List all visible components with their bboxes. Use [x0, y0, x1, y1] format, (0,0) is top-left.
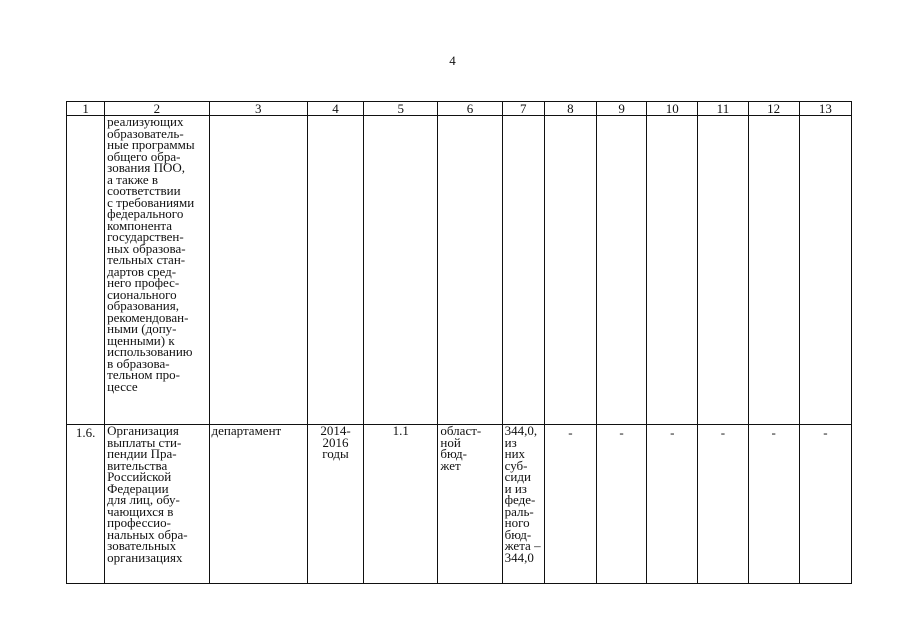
cell-value: [748, 116, 799, 425]
cell-value: -: [748, 425, 799, 584]
header-row: [67, 102, 852, 116]
cell-number: 1.6.: [67, 425, 105, 584]
col-header: 9: [596, 102, 646, 116]
page-number: 4: [449, 53, 456, 68]
cell-period: [307, 116, 363, 425]
cell-value: [799, 116, 851, 425]
col-header: 11: [698, 102, 748, 116]
cell-period: 2014- 2016 годы: [307, 425, 363, 584]
cell-indicator: [364, 116, 438, 425]
cell-measure: реализующих образователь- ные программы общего обра- зования ПОО, а также в соответствии с требованиями федерального компонента государствен- ных образова- тельных стан- дартов сред- него профес- сионального образования, рекомендован- ными (допу- щенными) к использованию в образова- тельном про- цессе: [105, 116, 209, 425]
cell-indicator: 1.1: [364, 425, 438, 584]
table-row: [67, 116, 852, 425]
cell-number: [67, 116, 105, 425]
col-header: 4: [307, 102, 363, 116]
col-header: 5: [364, 102, 438, 116]
cell-value: [596, 116, 646, 425]
cell-value: -: [647, 425, 698, 584]
measures-table: [66, 101, 852, 584]
col-header: 8: [544, 102, 596, 116]
cell-value: -: [698, 425, 748, 584]
cell-value: -: [544, 425, 596, 584]
cell-executor: департамент: [209, 425, 307, 584]
col-header: 6: [438, 102, 502, 116]
col-header: 1: [67, 102, 105, 116]
cell-executor: [209, 116, 307, 425]
col-header: 3: [209, 102, 307, 116]
col-header: 12: [748, 102, 799, 116]
cell-value: [647, 116, 698, 425]
cell-source: област- ной бюд- жет: [438, 425, 502, 584]
cell-value: [544, 116, 596, 425]
cell-value: -: [596, 425, 646, 584]
col-header: 2: [105, 102, 209, 116]
table-row: [67, 425, 852, 584]
cell-source: [438, 116, 502, 425]
cell-total: 344,0, из них суб- сиди и из феде- раль- ного бюд- жета – 344,0: [502, 425, 544, 584]
col-header: 13: [799, 102, 851, 116]
cell-value: [698, 116, 748, 425]
cell-measure: Организация выплаты сти- пендии Пра- вительства Российской Федерации для лиц, обу- чающихся в профессио- нальных обра- зовательных организациях: [105, 425, 209, 584]
col-header: 10: [647, 102, 698, 116]
cell-value: -: [799, 425, 851, 584]
col-header: 7: [502, 102, 544, 116]
cell-total: [502, 116, 544, 425]
